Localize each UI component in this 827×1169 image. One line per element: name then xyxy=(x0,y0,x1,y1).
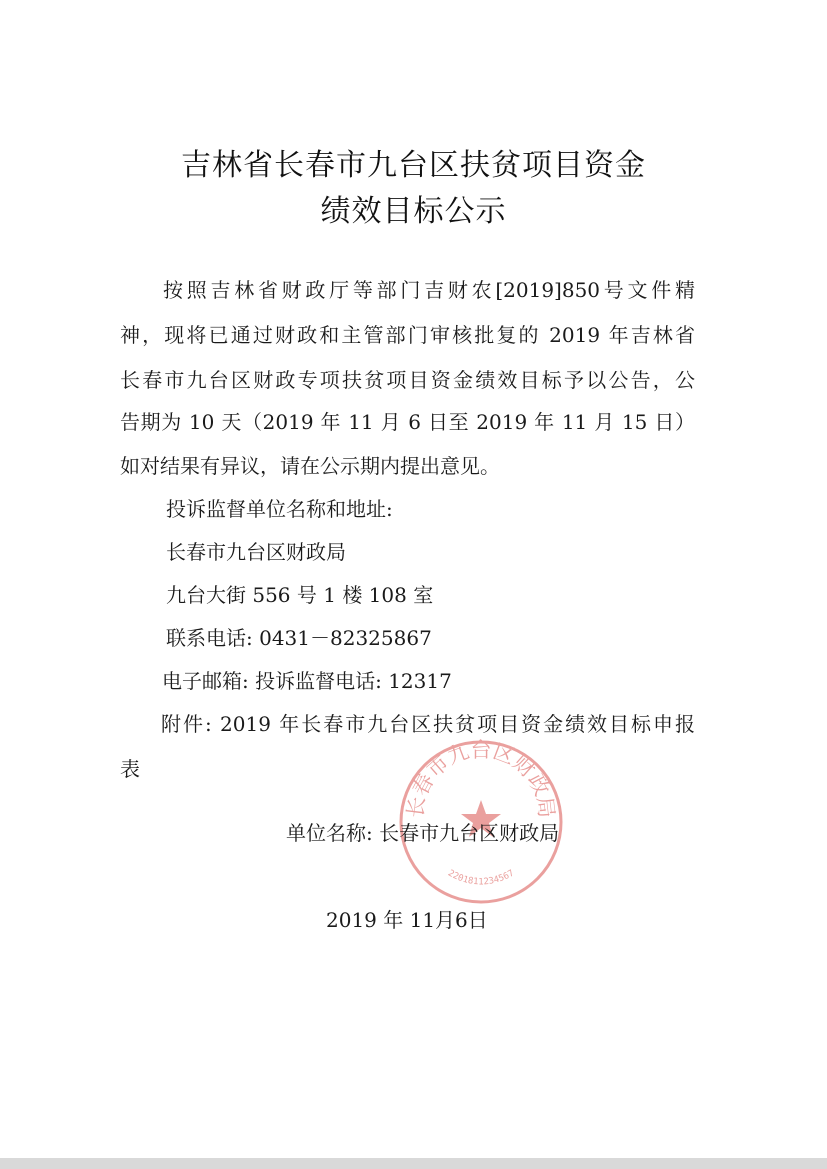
paragraph-1-line-4: 告期为 10 天（2019 年 11 月 6 日至 2019 年 11 月 15 日） xyxy=(120,410,695,434)
contact-email: 电子邮箱: 投诉监督电话: 12317 xyxy=(162,669,452,693)
document-title-line-2: 绩效目标公示 xyxy=(320,194,507,229)
seal-number: 2201811234567 xyxy=(445,868,517,888)
paragraph-1-line-5: 如对结果有异议，请在公示期内提出意见。 xyxy=(120,454,500,478)
seal-text: 长春市九台区财政局 xyxy=(403,738,559,820)
complaint-address: 九台大街 556 号 1 楼 108 室 xyxy=(166,583,434,607)
paragraph-1-line-2: 神，现将已通过财政和主管部门审核批复的 2019 年吉林省 xyxy=(120,323,695,347)
complaint-unit: 长春市九台区财政局 xyxy=(166,540,346,564)
document-title-line-1: 吉林省长春市九台区扶贫项目资金 xyxy=(181,148,646,183)
attachment-line-2: 表 xyxy=(120,757,140,781)
contact-phone: 联系电话: 0431－82325867 xyxy=(166,626,432,650)
scan-edge xyxy=(0,1158,827,1169)
signature-unit: 单位名称: 长春市九台区财政局 xyxy=(286,821,560,845)
paragraph-1-line-3: 长春市九台区财政专项扶贫项目资金绩效目标予以公告，公 xyxy=(120,368,695,392)
signature-date: 2019 年 11月6日 xyxy=(326,908,488,932)
paragraph-1-line-1: 按照吉林省财政厅等部门吉财农[2019]850号文件精 xyxy=(163,278,695,302)
attachment-line-1: 附件: 2019 年长春市九台区扶贫项目资金绩效目标申报 xyxy=(161,712,695,736)
complaint-heading: 投诉监督单位名称和地址: xyxy=(166,497,393,521)
